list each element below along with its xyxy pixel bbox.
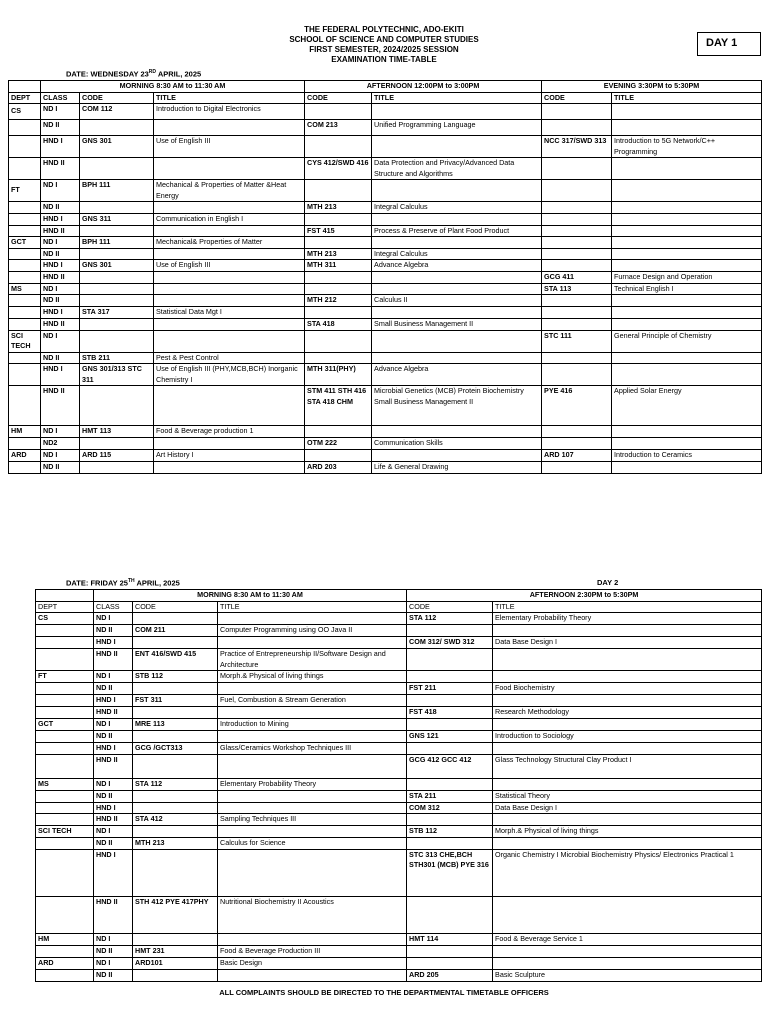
- table-row: FT ND I STB 112 Morph.& Physical of living things: [36, 671, 762, 683]
- table-row: ND II MTH 213 Integral Calculus: [9, 248, 762, 260]
- table-row: HND I GNS 301/313 STC 311 Use of English III (PHY,MCB,BCH) Inorganic Chemistry I MTH 311(PHY) Advance Algebra: [9, 364, 762, 386]
- table-row: ND II COM 211 Computer Programming using OO Java II: [36, 625, 762, 637]
- table-row: SCI TECH ND I STC 111 General Principle of Chemistry: [9, 330, 762, 352]
- column-header-row: DEPT CLASS CODE TITLE CODE TITLE CODE TITLE: [9, 92, 762, 104]
- table-row: MS ND I STA 112 Elementary Probability Theory: [36, 779, 762, 791]
- table-row: HM ND I HMT 113 Food & Beverage production 1: [9, 426, 762, 438]
- column-header-row: DEPT CLASS CODE TITLE CODE TITLE: [36, 601, 762, 613]
- day2-label: DAY 2: [597, 578, 619, 587]
- table-row: HND II STM 411 STH 416 STA 418 CHM Microbial Genetics (MCB) Protein Biochemistry Small Business Management II PYE 416 Applied Solar Energy: [9, 386, 762, 426]
- day1-date: DATE: WEDNESDAY 23RD APRIL, 2025: [66, 69, 202, 79]
- table-row: ND II STB 211 Pest & Pest Control: [9, 352, 762, 364]
- session-header-row: [9, 81, 762, 93]
- morning-session: MORNING 8:30 AM to 11:30 AM: [94, 590, 407, 602]
- day1-label: DAY 1: [697, 32, 761, 56]
- table-row: GCT ND I MRE 113 Introduction to Mining: [36, 719, 762, 731]
- evening-session: EVENING 3:30PM to 5:30PM: [542, 81, 762, 93]
- table-row: HND II GCG 412 GCC 412 Glass Technology Structural Clay Product I: [36, 755, 762, 779]
- table-row: FT ND I BPH 111 Mechanical & Properties of Matter &Heat Energy: [9, 180, 762, 202]
- table-row: CS ND I COM 112 Introduction to Digital Electronics: [9, 104, 762, 120]
- table-row: ND II MTH 212 Calculus II: [9, 295, 762, 307]
- document-title: EXAMINATION TIME-TABLE: [331, 55, 437, 64]
- table-row: HND II STH 412 PYE 417PHY Nutritional Biochemistry II Acoustics: [36, 896, 762, 933]
- table-row: ND II HMT 231 Food & Beverage Production III: [36, 945, 762, 957]
- school-name: SCHOOL OF SCIENCE AND COMPUTER STUDIES: [289, 35, 479, 44]
- table-row: ND II ARD 203 Life & General Drawing: [9, 461, 762, 473]
- table-row: ND II MTH 213 Integral Calculus: [9, 202, 762, 214]
- day1-timetable: [8, 80, 762, 474]
- table-row: ND II MTH 213 Calculus for Science: [36, 838, 762, 850]
- afternoon-session: AFTERNOON 2:30PM to 5:30PM: [407, 590, 762, 602]
- session-line: FIRST SEMESTER, 2024/2025 SESSION: [309, 45, 459, 54]
- table-row: HND II FST 418 Research Methodology: [36, 707, 762, 719]
- table-row: MS ND I STA 113 Technical English I: [9, 283, 762, 295]
- table-row: CS ND I STA 112 Elementary Probability Theory: [36, 613, 762, 625]
- table-row: HND II GCG 411 Furnace Design and Operation: [9, 271, 762, 283]
- table-row: ARD ND I ARD101 Basic Design: [36, 957, 762, 969]
- table-row: ARD ND I ARD 115 Art History I ARD 107 Introduction to Ceramics: [9, 450, 762, 462]
- table-row: HND I STA 317 Statistical Data Mgt I: [9, 307, 762, 319]
- table-row: HND II STA 412 Sampling Techniques III: [36, 814, 762, 826]
- afternoon-session: AFTERNOON 12:00PM to 3:00PM: [305, 81, 542, 93]
- table-row: GCT ND I BPH 111 Mechanical& Properties of Matter: [9, 237, 762, 249]
- day2-timetable: [35, 589, 762, 982]
- table-row: HND I FST 311 Fuel, Combustion & Stream Generation: [36, 695, 762, 707]
- table-row: ND II STA 211 Statistical Theory: [36, 790, 762, 802]
- table-row: HND I GNS 301 Use of English III NCC 317/SWD 313 Introduction to 5G Network/C++ Programming: [9, 136, 762, 158]
- morning-session: MORNING 8:30 AM to 11:30 AM: [41, 81, 305, 93]
- session-header-row: [36, 590, 762, 602]
- table-row: SCI TECH ND I STB 112 Morph.& Physical of living things: [36, 826, 762, 838]
- table-row: HND I COM 312 Data Base Design I: [36, 802, 762, 814]
- table-row: HND II FST 415 Process & Preserve of Plant Food Product: [9, 225, 762, 237]
- table-row: HM ND I HMT 114 Food & Beverage Service 1: [36, 933, 762, 945]
- table-row: ND II GNS 121 Introduction to Sociology: [36, 731, 762, 743]
- table-row: ND II FST 211 Food Biochemistry: [36, 683, 762, 695]
- table-row: HND I GCG /GCT313 Glass/Ceramics Workshop Techniques III: [36, 743, 762, 755]
- table-row: ND II COM 213 Unified Programming Language: [9, 120, 762, 136]
- table-row: HND II CYS 412/SWD 416 Data Protection and Privacy/Advanced Data Structure and Algorithms: [9, 158, 762, 180]
- table-row: HND II ENT 416/SWD 415 Practice of Entrepreneurship II/Software Design and Architecture: [36, 649, 762, 671]
- institution-name: THE FEDERAL POLYTECHNIC, ADO-EKITI: [304, 25, 464, 34]
- table-row: ND II ARD 205 Basic Sculpture: [36, 969, 762, 981]
- day2-date: DATE: FRIDAY 25TH APRIL, 2025: [66, 578, 180, 588]
- table-row: HND I GNS 311 Communication in English I: [9, 214, 762, 226]
- table-row: HND I COM 312/ SWD 312 Data Base Design I: [36, 637, 762, 649]
- table-row: ND2 OTM 222 Communication Skills: [9, 438, 762, 450]
- table-row: HND II STA 418 Small Business Management II: [9, 318, 762, 330]
- table-row: HND I STC 313 CHE,BCH STH301 (MCB) PYE 316 Organic Chemistry I Microbial Biochemistry Physics/ Electronics Practical 1: [36, 849, 762, 896]
- table-row: HND I GNS 301 Use of English III MTH 311 Advance Algebra: [9, 260, 762, 272]
- footer-note: ALL COMPLAINTS SHOULD BE DIRECTED TO THE DEPARTMENTAL TIMETABLE OFFICERS: [219, 988, 549, 997]
